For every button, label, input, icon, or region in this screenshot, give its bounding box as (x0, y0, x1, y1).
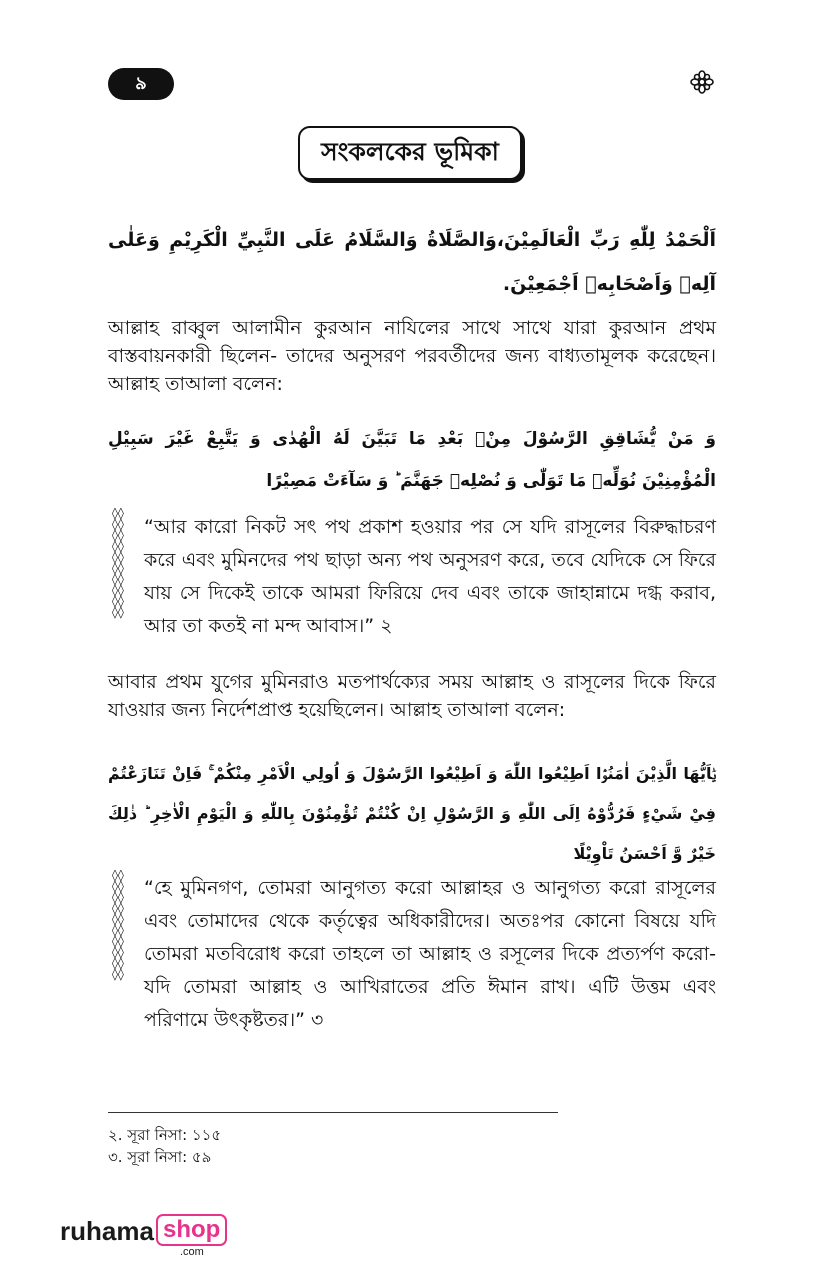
watermark-part-1: ruhama (60, 1216, 154, 1246)
page-title: সংকলকের ভূমিকা (298, 126, 522, 180)
watermark-part-2: shop (156, 1214, 227, 1246)
quote-translation-2: “হে মুমিনগণ, তোমরা আনুগত্য করো আল্লাহর ও আনুগত্য করো রাসূলের এবং তোমাদের থেকে কর্তৃত্বের অধিকারীদের। অতঃপর কোনো বিষয়ে যদি তোমরা মতবিরোধ করো তাহলে তা আল্লাহ ও রসূলের দিকে প্রত্যর্পণ করো- যদি তোমরা আল্লাহ ও আখিরাতের প্রতি ঈমান রাখ। এটি উত্তম এবং পরিণামে উৎকৃষ্টতর।” ৩ (144, 877, 716, 1031)
quote-translation-1: “আর কারো নিকট সৎ পথ প্রকাশ হওয়ার পর সে যদি রাসূলের বিরুদ্ধাচরণ করে এবং মুমিনদের পথ ছাড়া অন্য পথ অনুসরণ করে, তবে যেদিকে সে ফিরে যায় সে দিকেই তাকে আমরা ফিরিয়ে দেব এবং তাকে জাহান্নামে দগ্ধ করাব, আর তা কতই না মন্দ আবাস।” ২ (144, 516, 716, 637)
quote-border-2: ◊◊◊◊◊◊◊◊◊◊◊◊◊◊◊◊◊◊◊◊ (112, 870, 124, 981)
watermark-part-3: .com (180, 1246, 204, 1258)
paragraph-second: আবার প্রথম যুগের মুমিনরাও মতপার্থক্যের সময় আল্লাহ ও রাসূলের দিকে ফিরে যাওয়ার জন্য নির্দেশপ্রাপ্ত হয়েছিলেন। আল্লাহ তাআলা বলেন: (108, 671, 716, 721)
flower-ornament-icon (690, 70, 714, 94)
arabic-opening: اَلْحَمْدُ لِلّٰهِ رَبِّ الْعَالَمِيْنَ،وَالصَّلَاةُ وَالسَّلَامُ عَلَى النَّبِيِّ الْكَرِيْمِ وَعَلٰى آلِهٖ وَاَصْحَابِهٖ اَجْمَعِيْنَ. (108, 229, 716, 295)
quote-border-1: ◊◊◊◊◊◊◊◊◊◊◊◊◊◊◊◊◊◊◊◊ (112, 508, 124, 619)
arabic-verse-2: يٰۤاَيُّهَا الَّذِيْنَ اٰمَنُوْۤا اَطِيْعُوا اللّٰهَ وَ اَطِيْعُوا الرَّسُوْلَ وَ اُولِي الْاَمْرِ مِنْكُمْ ۚ فَاِنْ تَنَازَعْتُمْ فِيْ شَيْءٍ فَرُدُّوْهُ اِلَى اللّٰهِ وَ الرَّسُوْلِ اِنْ كُنْتُمْ تُؤْمِنُوْنَ بِاللّٰهِ وَ الْيَوْمِ الْاٰخِرِ ؕ ذٰلِكَ خَيْرٌ وَّ اَحْسَنُ تَاْوِيْلًا (108, 764, 716, 863)
arabic-verse-1: وَ مَنْ يُّشَاقِقِ الرَّسُوْلَ مِنْۢ بَعْدِ مَا تَبَيَّنَ لَهُ الْهُدٰى وَ يَتَّبِعْ غَيْرَ سَبِيْلِ الْمُؤْمِنِيْنَ نُوَلِّهٖ مَا تَوَلّٰى وَ نُصْلِهٖ جَهَنَّمَ ؕ وَ سَآءَتْ مَصِيْرًا (108, 429, 716, 491)
paragraph-intro: আল্লাহ রাব্বুল আলামীন কুরআন নাযিলের সাথে সাথে যারা কুরআন প্রথম বাস্তবায়নকারী ছিলেন- তাদের অনুসরণ পরবর্তীদের জন্য বাধ্যতামূলক করেছেন। আল্লাহ তাআলা বলেন: (108, 317, 716, 395)
page-number-badge (108, 68, 174, 100)
footnote-2: ৩. সূরা নিসা: ৫৯ (108, 1148, 212, 1166)
watermark-logo (60, 1214, 280, 1258)
footnote-divider (108, 1112, 558, 1113)
page-number: ৯ (135, 72, 147, 94)
footnote-1: ২. সূরা নিসা: ১১৫ (108, 1126, 222, 1144)
